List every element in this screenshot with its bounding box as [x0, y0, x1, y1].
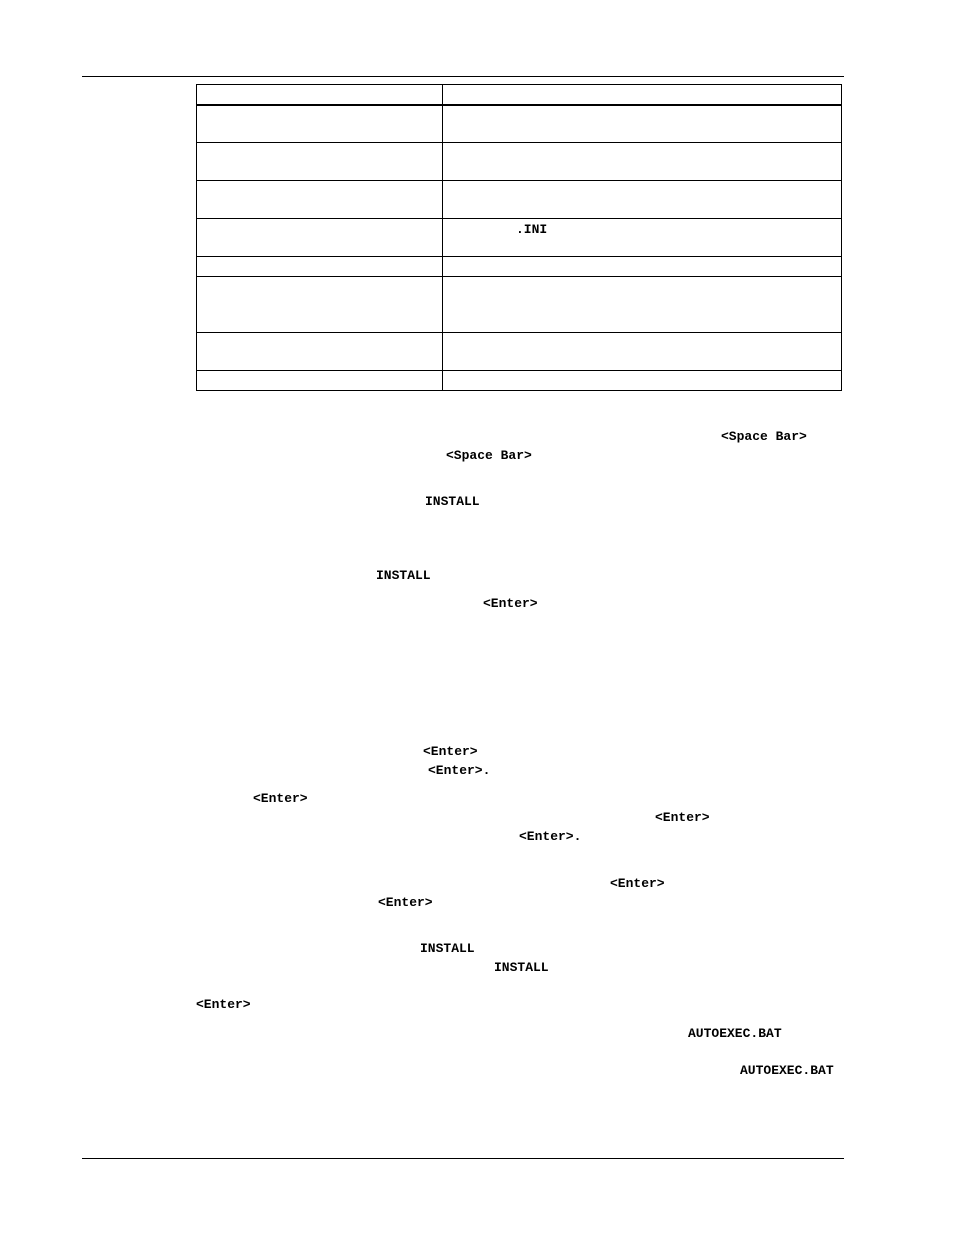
table-cell-right: [443, 333, 842, 371]
table-row: [197, 219, 842, 257]
table-row: [197, 143, 842, 181]
text-enter-5: <Enter>: [655, 810, 710, 825]
text-enter-4: <Enter>: [253, 791, 308, 806]
text-enter-7: <Enter>: [610, 876, 665, 891]
text-autoexec-1: AUTOEXEC.BAT: [688, 1026, 782, 1041]
table-row: [197, 181, 842, 219]
table-row: [197, 333, 842, 371]
header-rule: [82, 76, 844, 77]
text-enter-6: <Enter>.: [519, 829, 582, 844]
text-enter-3: <Enter>.: [428, 763, 491, 778]
table-cell-text: .INI: [516, 222, 548, 237]
table-cell-right: [443, 219, 842, 257]
text-enter-8: <Enter>: [378, 895, 433, 910]
table-cell-right: [443, 371, 842, 391]
table-cell-right: [443, 181, 842, 219]
table-header-row: [197, 85, 842, 105]
table-cell-left: [197, 143, 443, 181]
table-cell-right: [443, 143, 842, 181]
table-row: [197, 277, 842, 333]
text-install-4: INSTALL: [494, 960, 549, 975]
text-space-bar-1: <Space Bar>: [721, 429, 807, 444]
table-cell-left: [197, 105, 443, 143]
table-cell-right: [443, 105, 842, 143]
table-cell-left: [197, 257, 443, 277]
table-row: [197, 371, 842, 391]
footer-rule: [82, 1158, 844, 1159]
text-install-2: INSTALL: [376, 568, 431, 583]
text-install-3: INSTALL: [420, 941, 475, 956]
table-row: [197, 105, 842, 143]
table-cell-right: [443, 277, 842, 333]
table-row: [197, 257, 842, 277]
text-space-bar-2: <Space Bar>: [446, 448, 532, 463]
table-cell-right: [443, 85, 842, 105]
text-enter-1: <Enter>: [483, 596, 538, 611]
table-cell-left: [197, 219, 443, 257]
table-cell-left: [197, 333, 443, 371]
text-enter-2: <Enter>: [423, 744, 478, 759]
text-autoexec-2: AUTOEXEC.BAT: [740, 1063, 834, 1078]
table-cell-right: [443, 257, 842, 277]
text-enter-9: <Enter>: [196, 997, 251, 1012]
reference-table: [196, 84, 842, 391]
table-cell-left: [197, 85, 443, 105]
text-install-1: INSTALL: [425, 494, 480, 509]
table-cell-left: [197, 277, 443, 333]
table-cell-left: [197, 181, 443, 219]
table-cell-left: [197, 371, 443, 391]
